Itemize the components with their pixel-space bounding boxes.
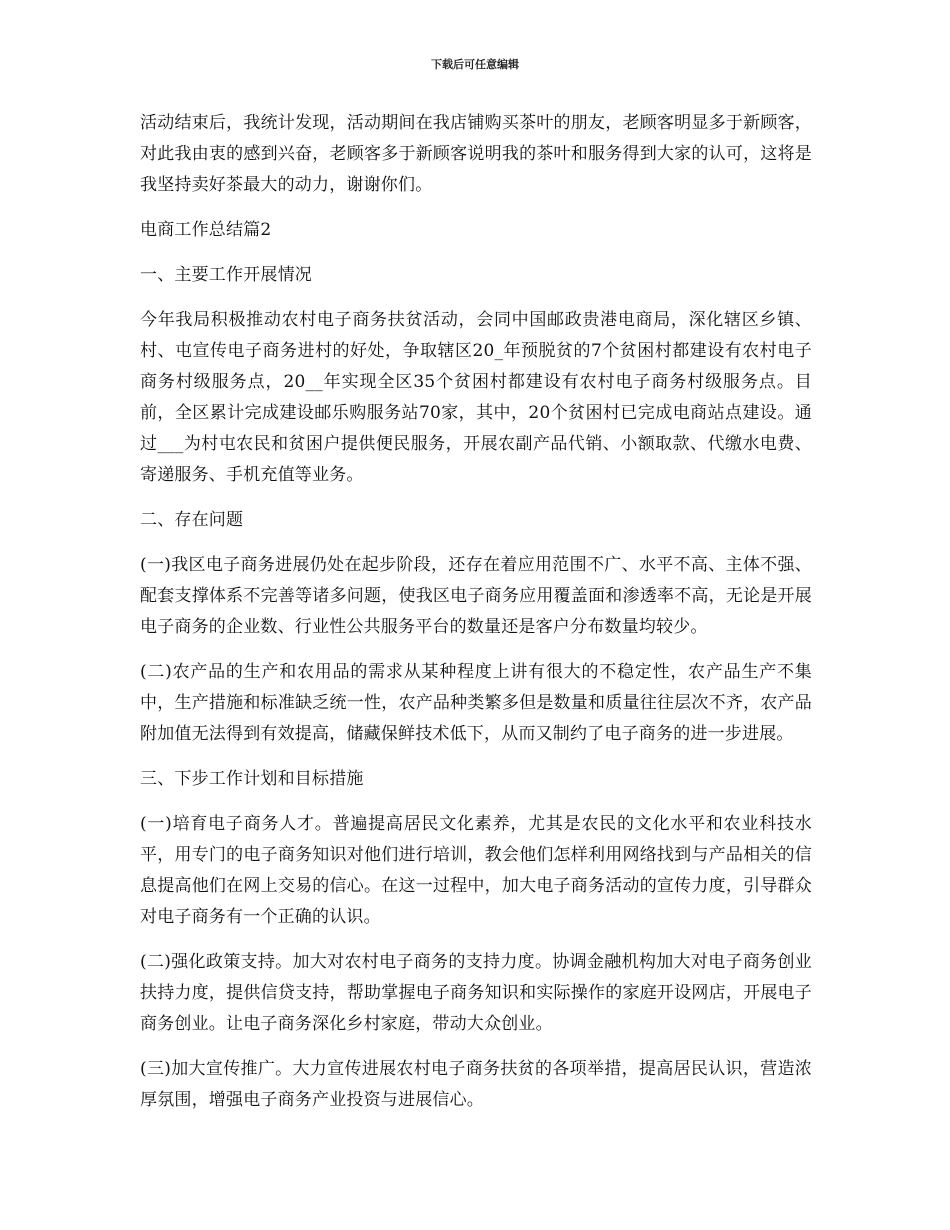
document-body [140, 108, 812, 1116]
paragraph-intro-conclusion: 活动结束后，我统计发现，活动期间在我店铺购买茶叶的朋友，老顾客明显多于新顾客，对此我由衷的感到兴奋，老顾客多于新顾客说明我的茶叶和服务得到大家的认可，这将是我坚持卖好茶最大的动力，谢谢你们。 [140, 113, 812, 195]
paragraph: (三)加大宣传推广。大力宣传进展农村电子商务扶贫的各项举措，提高居民认识，营造浓厚氛围，增强电子商务产业投资与进展信心。 [140, 1059, 812, 1110]
paragraph: 今年我局积极推动农村电子商务扶贫活动，会同中国邮政贵港电商局，深化辖区乡镇、村、屯宣传电子商务进村的好处，争取辖区20_年预脱贫的7个贫困村都建设有农村电子商务村级服务点，20__年实现全区35个贫困村都建设有农村电子商务村级服务点。目前，全区累计完成建设邮乐购服务站70家，其中，20个贫困村已完成电商站点建设。通过___为村屯农民和贫困户提供便民服务，开展农副产品代销、小额取款、代缴水电费、寄递服务、手机充值等业务。 [140, 310, 812, 485]
paragraph: (二)强化政策支持。加大对农村电子商务的支持力度。协调金融机构加大对电子商务创业扶持力度，提供信贷支持，帮助掌握电子商务知识和实际操作的家庭开设网店，开展电子商务创业。让电子商务深化乡村家庭，带动大众创业。 [140, 952, 812, 1034]
paragraph: (一)我区电子商务进展仍处在起步阶段，还存在着应用范围不广、水平不高、主体不强、配套支撑体系不完善等诸多问题，使我区电子商务应用覆盖面和渗透率不高，无论是开展电子商务的企业数、行业性公共服务平台的数量还是客户分布数量均较少。 [140, 555, 812, 637]
article-title: 电商工作总结篇2 [140, 220, 272, 240]
section-heading: 三、下步工作计划和目标措施 [140, 769, 364, 789]
page-header: 下载后可任意编辑 [431, 58, 519, 71]
paragraph: (一)培育电子商务人才。普遍提高居民文化素养，尤其是农民的文化水平和农业科技水平，用专门的电子商务知识对他们进行培训，教会他们怎样利用网络找到与产品相关的信息提高他们在网上交易的信心。在这一过程中，加大电子商务活动的宣传力度，引导群众对电子商务有一个正确的认识。 [140, 814, 812, 927]
section-heading: 二、存在问题 [140, 510, 244, 530]
paragraph: (二)农产品的生产和农用品的需求从某种程度上讲有很大的不稳定性，农产品生产不集中，生产措施和标准缺乏统一性，农产品种类繁多但是数量和质量往往层次不齐，农产品附加值无法得到有效提高，储藏保鲜技术低下，从而又制约了电子商务的进一步进展。 [140, 662, 812, 744]
section-heading: 一、主要工作开展情况 [140, 265, 312, 285]
